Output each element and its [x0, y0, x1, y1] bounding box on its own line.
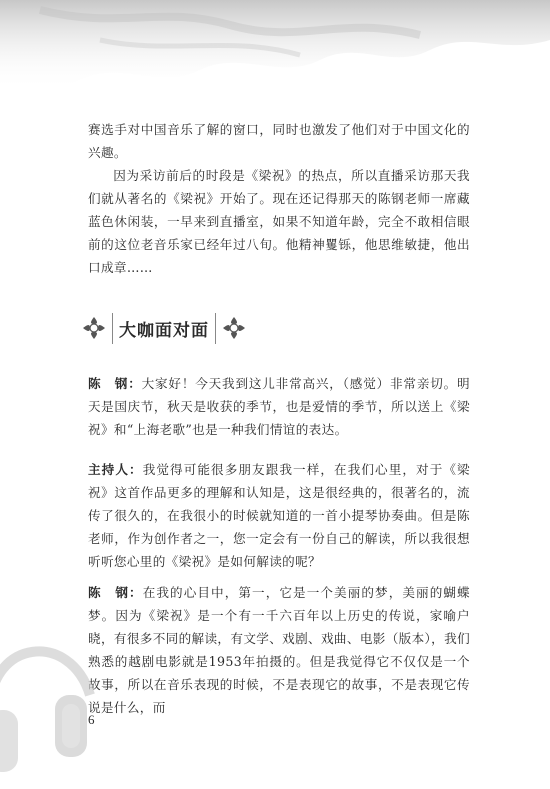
section-heading — [80, 308, 280, 348]
intro-paragraph-2: 因为采访前后的时段是《梁祝》的热点，所以直播采访那天我们就从著名的《梁祝》开始了。现在还记得那天的陈钢老师一席藏蓝色休闲装，一早来到直播室，如果不知道年龄，完全不敢相信眼前的这位老音乐家已经年过八旬。他精神矍铄，他思维敏捷，他出口成章…… — [88, 168, 470, 275]
right-ornament-icon — [220, 314, 248, 342]
ink-wash-decoration — [0, 0, 550, 110]
left-ornament-icon — [80, 314, 108, 342]
speaker-name: 陈 钢： — [88, 376, 142, 391]
speaker-name: 陈 钢： — [88, 585, 143, 600]
page-number: 6 — [88, 712, 95, 727]
dialog-text: 我觉得可能很多朋友跟我一样，在我们心里，对于《梁祝》这首作品更多的理解和认知是，这是很经典的，很著名的，流传了很久的，在我很小的时候就知道的一首小提琴协奏曲。但是陈老师，作为创作者之一，您一定会有一份自己的解读，所以我很想听听您心里的《梁祝》是如何解读的呢？ — [88, 462, 471, 569]
section-title: 大咖面对面 — [112, 313, 216, 344]
dialog-text: 大家好！今天我到这儿非常高兴，（感觉）非常亲切。明天是国庆节，秋天是收获的季节，也是爱情的季节，所以送上《梁祝》和“上海老歌”也是一种我们情谊的表达。 — [88, 376, 470, 437]
dialog-entry — [88, 372, 470, 441]
dialog-entry — [88, 581, 470, 719]
dialog-entry — [88, 458, 470, 573]
speaker-name: 主持人： — [88, 462, 143, 477]
intro-text — [88, 118, 470, 279]
dialog-text: 在我的心目中，第一，它是一个美丽的梦，美丽的蝴蝶梦。因为《梁祝》是一个有一千六百年以上历史的传说，家喻户晓，有很多不同的解读，有文学、戏剧、戏曲、电影（版本），我们熟悉的越剧电影就是1953年拍摄的。但是我觉得它不仅仅是一个故事，所以在音乐表现的时候，不是表现它的故事，不是表现它传说是什么，而 — [88, 585, 471, 715]
intro-paragraph-1: 赛选手对中国音乐了解的窗口，同时也激发了他们对于中国文化的兴趣。 — [88, 122, 470, 160]
